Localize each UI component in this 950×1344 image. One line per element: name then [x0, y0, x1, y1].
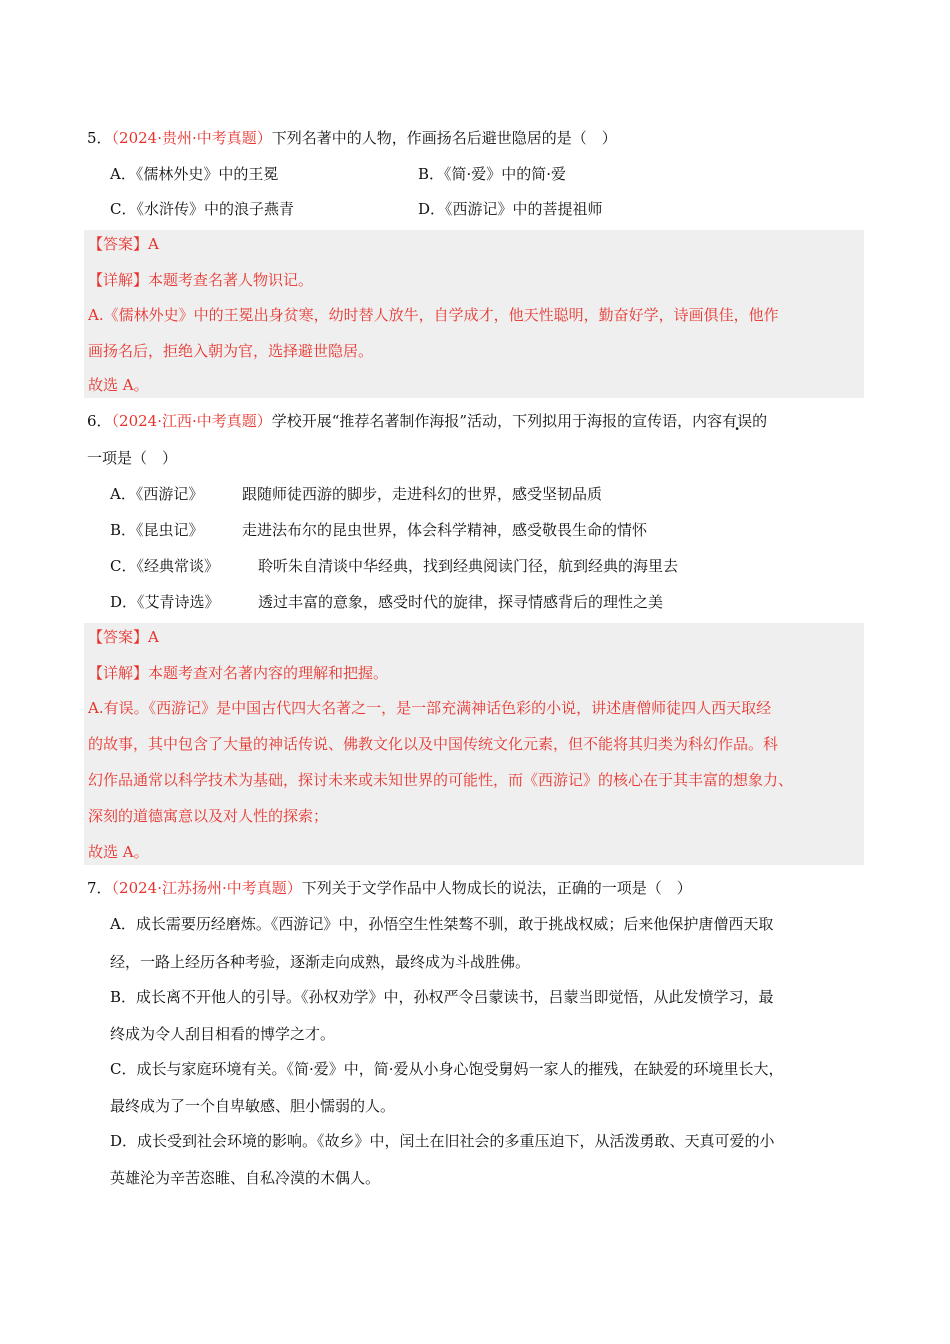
- q7-option-a-line-2: 经，一路上经历各种考验，逐渐走向成熟，最终成为斗战胜佛。: [110, 953, 531, 971]
- q6-option-d-text: 透过丰富的意象，感受时代的旋律，探寻情感背后的理性之美: [258, 593, 664, 611]
- q6-stem-b: 的: [752, 412, 768, 430]
- q6-detail-line: [88, 663, 388, 683]
- q5-option-d: D．《西游记》中的菩提祖师: [418, 200, 603, 218]
- q6-stem-line-2: 一项是（ ）: [87, 449, 178, 467]
- q7-stem: 下列关于文学作品中人物成长的说法，正确的一项是（ ）: [301, 879, 692, 897]
- q6-option-c-text: 聆听朱自清谈中华经典，找到经典阅读门径，航到经典的海里去: [258, 557, 679, 575]
- q7-option-c-line-2: 最终成为了一个自卑敏感、胆小懦弱的人。: [110, 1097, 396, 1115]
- q5-answer: A: [148, 235, 159, 253]
- q6-answer-line: [88, 627, 159, 647]
- q6-option-a-text: 跟随师徒西游的脚步，走进科幻的世界，感受坚韧品质: [242, 485, 603, 503]
- q5-option-c: C．《水浒传》中的浪子燕青: [110, 200, 294, 218]
- q6-answer: A: [148, 628, 159, 646]
- q5-detail: 本题考查名著人物识记。: [148, 271, 314, 289]
- q6-stem-emphasis: 有误: [722, 412, 753, 430]
- q6-stem-line: [87, 411, 767, 431]
- q6-option-d-label: D．《艾青诗选》: [110, 593, 220, 611]
- q5-source: （2024·贵州·中考真题）: [111, 129, 272, 147]
- q6-stem-a: 学校开展“推荐名著制作海报”活动，下列拟用于海报的宣传语，内容: [271, 412, 723, 430]
- q6-explain-3: 幻作品通常以科学技术为基础，探讨未来或未知世界的可能性，而《西游记》的核心在于其丰富的想象力、: [88, 771, 794, 789]
- q5-answer-line: [88, 234, 159, 254]
- q7-option-d-line-1: D．成长受到社会环境的影响。《故乡》中，闰土在旧社会的多重压迫下，从活泼勇敢、天真可爱的小: [110, 1132, 775, 1150]
- q6-option-c-label: C．《经典常谈》: [110, 557, 219, 575]
- q6-option-b-label: B．《昆虫记》: [110, 521, 204, 539]
- q5-detail-tag: 【详解】: [88, 271, 149, 289]
- q6-detail: 本题考查对名著内容的理解和把握。: [148, 664, 389, 682]
- q6-explain-1: A.有误。《西游记》是中国古代四大名著之一，是一部充满神话色彩的小说，讲述唐僧师徒四人西天取经: [88, 699, 772, 717]
- q7-source: （2024·江苏扬州·中考真题）: [111, 879, 302, 897]
- q5-explain-2: 画扬名后，拒绝入朝为官，选择避世隐居。: [88, 342, 374, 360]
- q7-option-c-line-1: C．成长与家庭环境有关。《简·爱》中，简·爱从小身心饱受舅妈一家人的摧残，在缺爱的环境里长大，: [110, 1060, 784, 1078]
- q5-option-b: B．《简·爱》中的简·爱: [418, 165, 567, 183]
- q5-answer-tag: 【答案】: [88, 235, 149, 253]
- q5-stem-line: [87, 128, 617, 148]
- q6-answer-tag: 【答案】: [88, 628, 149, 646]
- q7-stem-line: [87, 878, 692, 898]
- q7-option-b-line-1: B．成长离不开他人的引导。《孙权劝学》中，孙权严令吕蒙读书，吕蒙当即觉悟，从此发愤学习，最: [110, 988, 774, 1006]
- q6-detail-tag: 【详解】: [88, 664, 149, 682]
- q6-answer-box: [84, 623, 864, 865]
- q7-option-b-line-2: 终成为令人刮目相看的博学之才。: [110, 1025, 336, 1043]
- q5-conclusion: 故选 A。: [88, 376, 149, 394]
- q7-number: 7．: [87, 879, 112, 897]
- q7-option-a-line-1: A．成长需要历经磨炼。《西游记》中，孙悟空生性桀骜不驯，敢于挑战权威；后来他保护唐僧西天取: [110, 915, 774, 933]
- q6-option-b-text: 走进法布尔的昆虫世界，体会科学精神，感受敬畏生命的情怀: [242, 521, 648, 539]
- q5-stem: 下列名著中的人物，作画扬名后避世隐居的是（ ）: [271, 129, 617, 147]
- q5-explain-1: A.《儒林外史》中的王冕出身贫寒，幼时替人放牛，自学成才，他天性聪明，勤奋好学，诗画俱佳，他作: [88, 306, 779, 324]
- q6-conclusion: 故选 A。: [88, 843, 149, 861]
- q5-detail-line: [88, 270, 313, 290]
- q5-answer-box: [84, 230, 864, 398]
- q5-option-a: A．《儒林外史》中的王冕: [110, 165, 279, 183]
- q6-explain-2: 的故事，其中包含了大量的神话传说、佛教文化以及中国传统文化元素，但不能将其归类为科幻作品。科: [88, 735, 779, 753]
- q6-explain-4: 深刻的道德寓意以及对人性的探索；: [88, 807, 329, 825]
- q6-number: 6．: [87, 412, 112, 430]
- q5-number: 5．: [87, 129, 112, 147]
- q6-source: （2024·江西·中考真题）: [111, 412, 272, 430]
- q6-option-a-label: A．《西游记》: [110, 485, 204, 503]
- q7-option-d-line-2: 英雄沦为辛苦恣睢、自私冷漠的木偶人。: [110, 1169, 381, 1187]
